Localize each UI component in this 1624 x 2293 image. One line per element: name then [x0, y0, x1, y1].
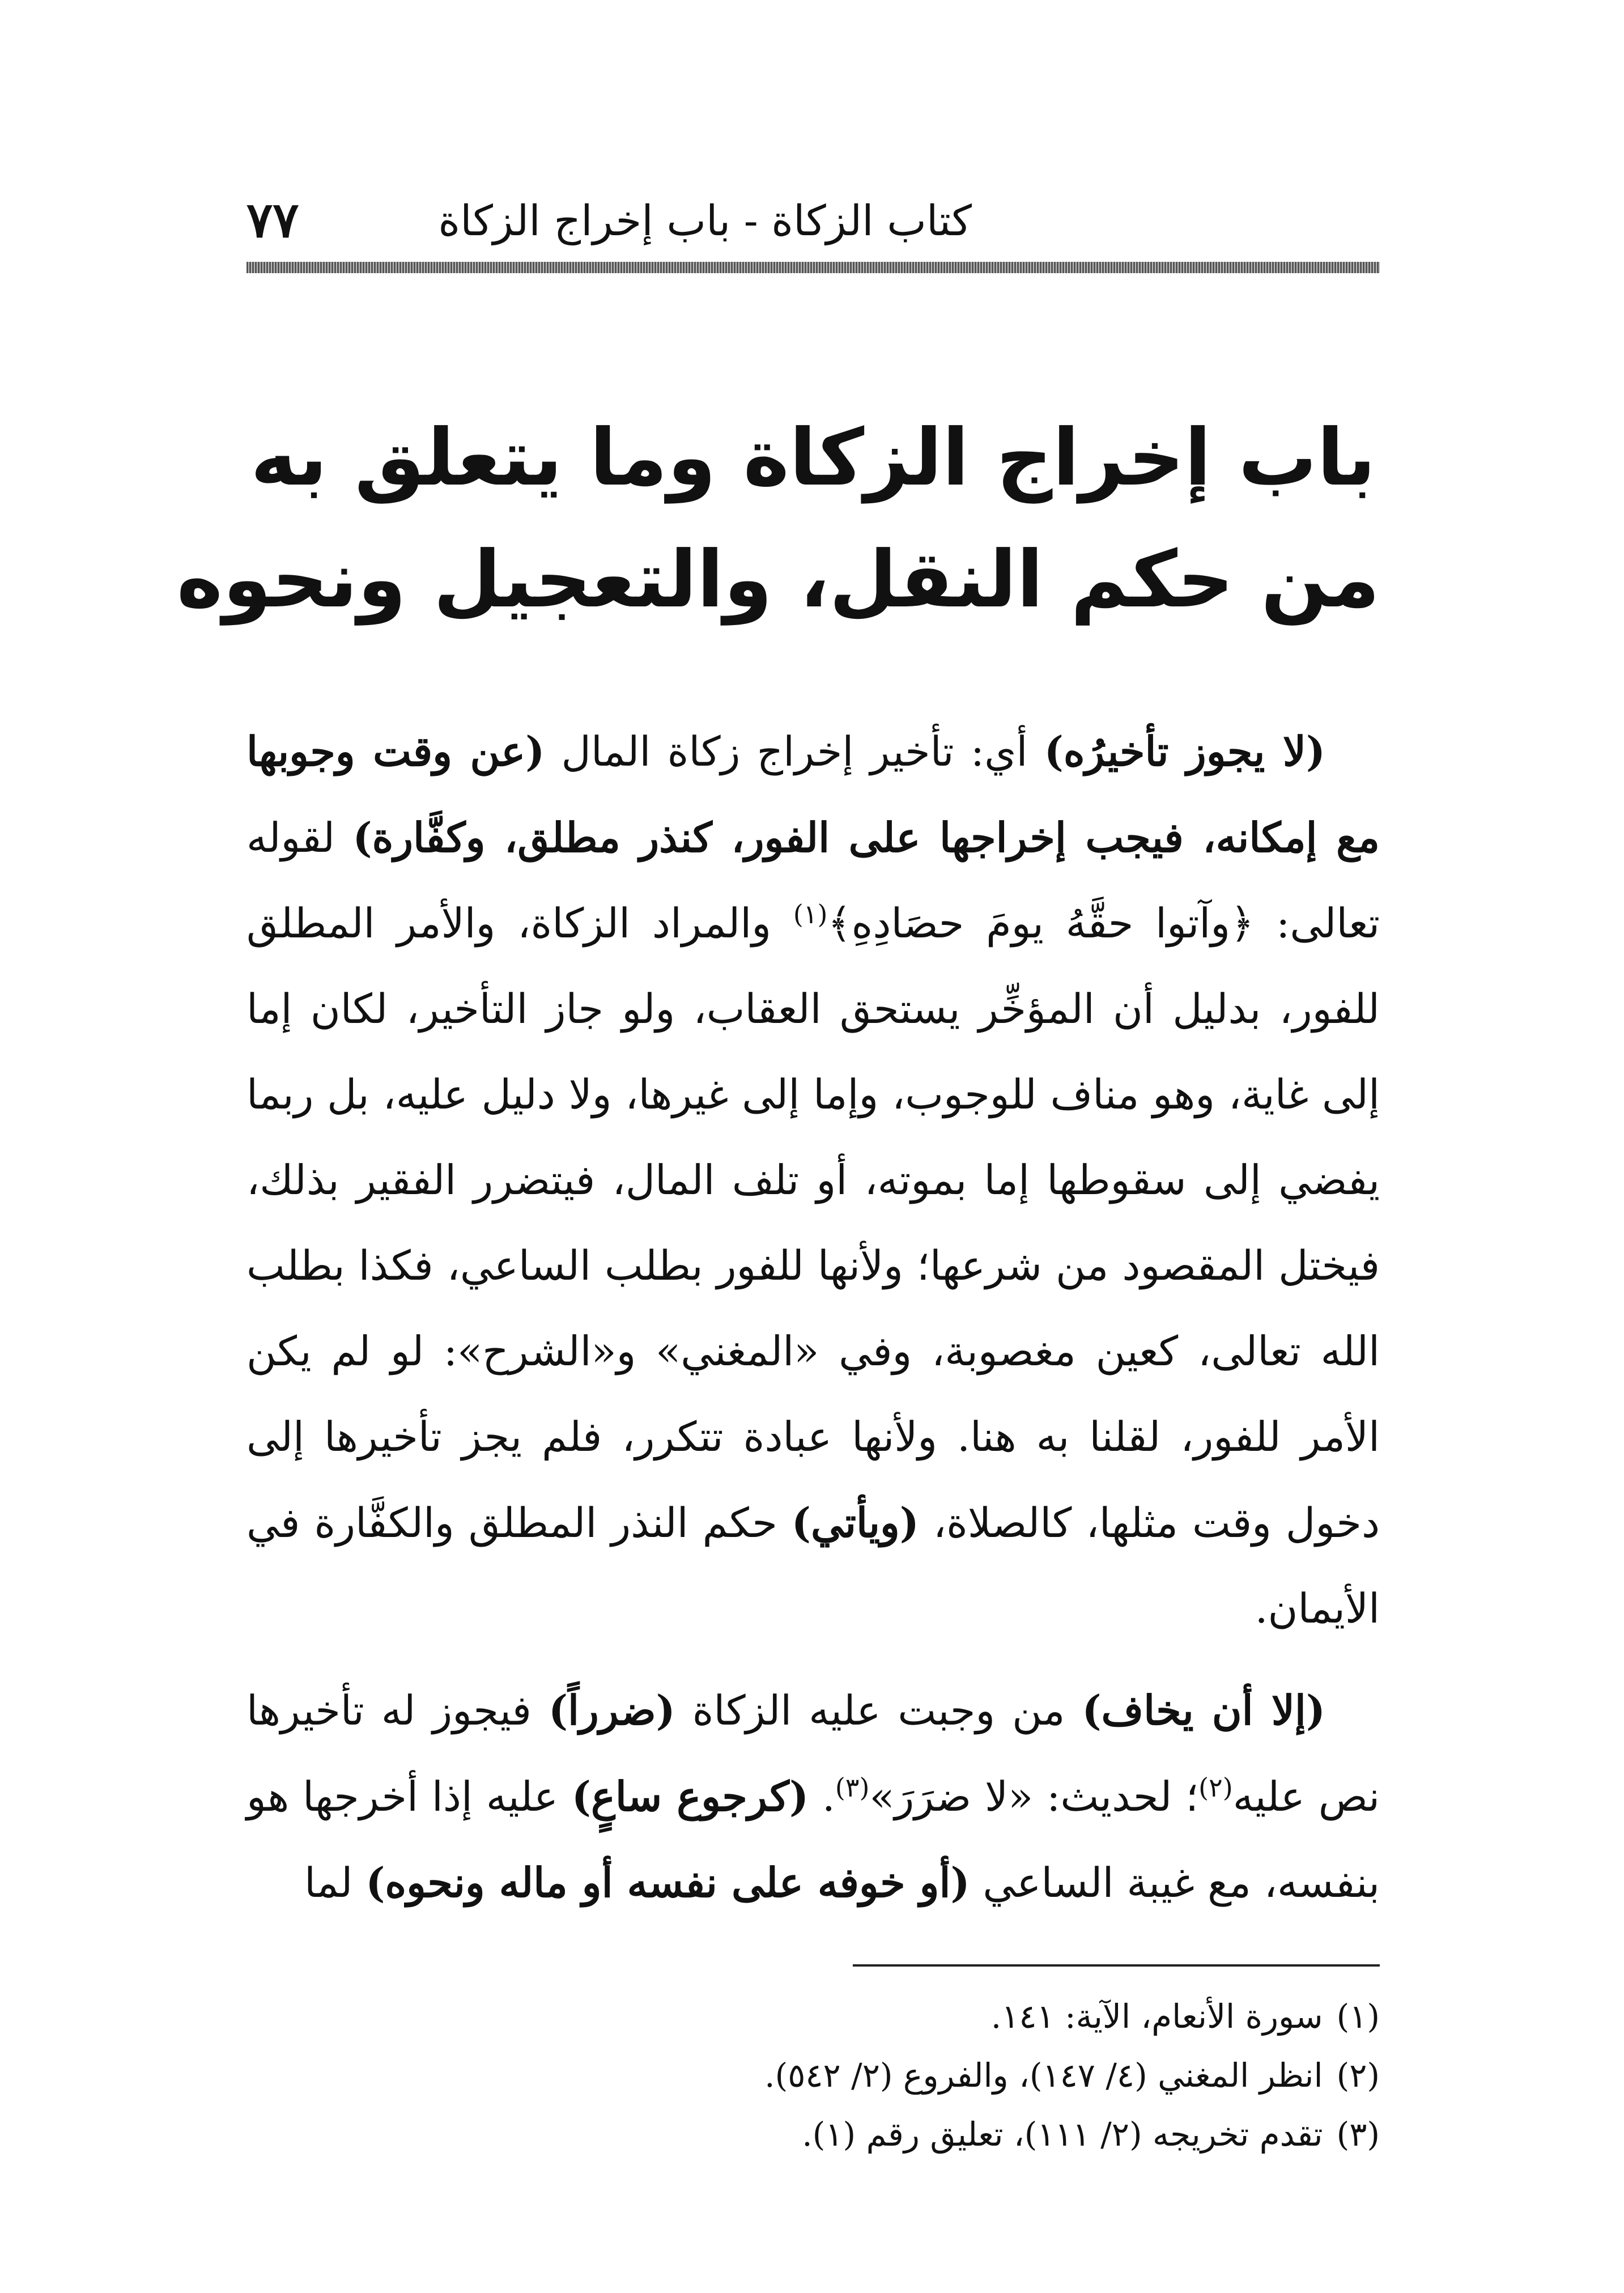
footnote-2 [246, 2046, 1380, 2105]
footnote-separator [853, 1964, 1380, 1967]
footnote-text: سورة الأنعام، الآية: ١٤١. [990, 1997, 1323, 2036]
footnote-text: انظر المغني (٤/ ١٤٧)، والفروع (٢/ ٥٤٢). [764, 2056, 1323, 2095]
matn-text: (كرجوع ساعٍ) [571, 1772, 809, 1820]
footnote-number: (١) [1336, 1997, 1380, 2036]
page-header [246, 181, 1380, 261]
matn-text: (ويأتي) [791, 1498, 919, 1547]
sharh-text: والمراد الزكاة، والأمر المطلق للفور، بدليل أن المؤخِّر يستحق العقاب، ولو جاز التأخير، لكان إما إلى غاية، وهو مناف للوجوب، وإما إلى غيرها، ولا دليل عليه، بل ربما يفضي إلى سقوطها إما بموته، أو تلف المال، فيتضرر الفقير بذلك، فيختل المقصود من شرعها؛ ولأنها للفور بطلب الساعي، فكذا بطلب الله تعالى، كعين مغصوبة، وفي «المغني» و«الشرح»: لو لم يكن الأمر للفور، لقلنا به هنا. ولأنها عبادة تتكرر، فلم يجز تأخيرها إلى دخول وقت مثلها، كالصلاة، [246, 899, 1380, 1547]
chapter-title-line-1: باب إخراج الزكاة وما يتعلق به [250, 412, 1376, 503]
matn-text: (إلا أن يخاف) [1082, 1686, 1325, 1734]
sharh-text: من وجبت عليه الزكاة [675, 1687, 1082, 1734]
matn-text: (ضرراً) [548, 1686, 675, 1734]
sharh-text: أي: تأخير إخراج زكاة المال [545, 728, 1044, 775]
footnotes [246, 1987, 1380, 2164]
header-rule [246, 262, 1380, 273]
sharh-text: فيجوز له تأخيرها نص عليه [246, 1687, 1380, 1820]
footnote-ref-1: (١) [793, 899, 828, 929]
paragraph-1 [246, 708, 1380, 1651]
sharh-text: حكم النذر المطلق والكفَّارة في الأيمان. [246, 1499, 1380, 1632]
footnote-number: (٢) [1336, 2056, 1380, 2095]
footnote-1 [246, 1987, 1380, 2046]
matn-text: (عن وقت وجوبها مع إمكانه، فيجب إخراجها على الفور، كنذر مطلق، وكفَّارة) [246, 727, 1380, 861]
sharh-text: . [809, 1773, 835, 1820]
matn-text: (لا يجوز تأخيرُه) [1044, 727, 1325, 775]
footnote-text: تقدم تخريجه (٢/ ١١١)، تعليق رقم (١). [802, 2115, 1323, 2154]
chapter-title [176, 397, 1380, 640]
page-number: ٧٧ [246, 192, 299, 249]
body-text [246, 708, 1380, 1942]
footnote-3 [246, 2105, 1380, 2164]
footnote-ref-3: (٣) [835, 1772, 870, 1803]
sharh-text: ؛ لحديث: «لا ضرَرَ» [869, 1773, 1199, 1820]
matn-text: (أو خوفه على نفسه أو ماله ونحوه) [365, 1858, 970, 1906]
sharh-text: لما [304, 1859, 366, 1906]
paragraph-2 [246, 1667, 1380, 1926]
footnote-ref-2: (٢) [1198, 1772, 1233, 1803]
footnote-number: (٣) [1336, 2115, 1380, 2154]
sharh-text: عليه إذا أخرجها هو بنفسه، مع غيبة الساعي [246, 1773, 1380, 1906]
running-title: كتاب الزكاة - باب إخراج الزكاة [438, 197, 972, 245]
sharh-text: لقوله تعالى: ﴿وآتوا حقَّهُ يومَ حصَادِهِ﴾ [246, 814, 1380, 947]
chapter-title-line-2: من حكم النقل، والتعجيل ونحوه [176, 534, 1380, 625]
